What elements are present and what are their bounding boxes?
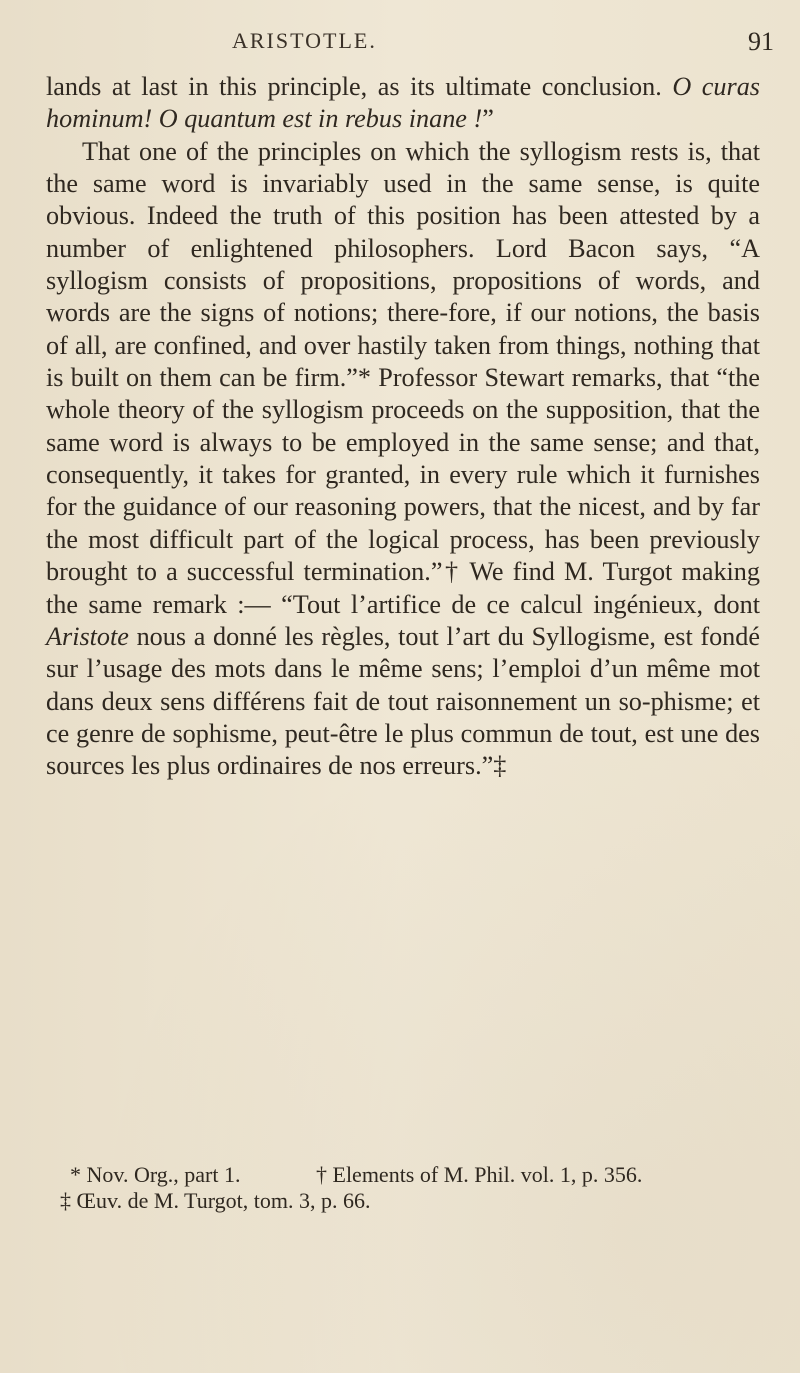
footnote-turgot: ‡ Œuv. de M. Turgot, tom. 3, p. 66.: [60, 1188, 371, 1213]
paragraph-main: [46, 136, 760, 783]
continuation-text: lands at last in this principle, as its ultimate conclusion.: [46, 72, 673, 101]
paragraph-main-text-end: nous a donné les règles, tout l’art du Syllogisme, est fondé sur l’usage des mots dans le même sens; l’emploi d’un même mot dans deux sens différens fait de tout raisonnement un so-phisme; et ce genre de sophisme, peut-être le plus commun de tout, est une des sources les plus ordinaires de nos erreurs.”‡: [46, 621, 760, 781]
italic-name-aristote: Aristote: [46, 621, 129, 651]
body-text: [46, 71, 760, 783]
latin-quotation: O curas hominum! O quantum est in rebus inane !: [46, 72, 760, 134]
footnote-elements: † Elements of M. Phil. vol. 1, p. 356.: [316, 1162, 643, 1187]
running-head: [0, 28, 800, 58]
footnotes: [60, 1162, 770, 1214]
footnote-row-2: [60, 1188, 770, 1214]
page-number: 91: [748, 27, 774, 56]
paragraph-continuation: [46, 71, 760, 136]
footnote-nov-org: * Nov. Org., part 1.: [70, 1162, 241, 1187]
footnote-row-1: [70, 1162, 770, 1188]
paragraph-main-text: That one of the principles on which the syllogism rests is, that the same word is invariably used in the same sense, is quite obvious. Indeed the truth of this position has been attested by a number of enlightened philosophers. Lord Bacon says, “A syllogism consists of propositions, propositions of words, and words are the signs of notions; there-fore, if our notions, the basis of all, are confined, and over hastily taken from things, nothing that is built on them can be firm.”* Professor Stewart remarks, that “the whole theory of the syllogism proceeds on the supposition, that the same word is always to be employed in the same sense; and that, consequently, it takes for granted, in every rule which it furnishes for the guidance of our reasoning powers, that the nicest, and by far the most difficult part of the logical process, has been previously brought to a successful termination.”† We find M. Turgot making the same remark :— “Tout l’artifice de ce calcul ingénieux, dont: [46, 136, 760, 619]
running-title: ARISTOTLE.: [232, 28, 377, 53]
closing-quote-mark: ”: [482, 104, 494, 134]
